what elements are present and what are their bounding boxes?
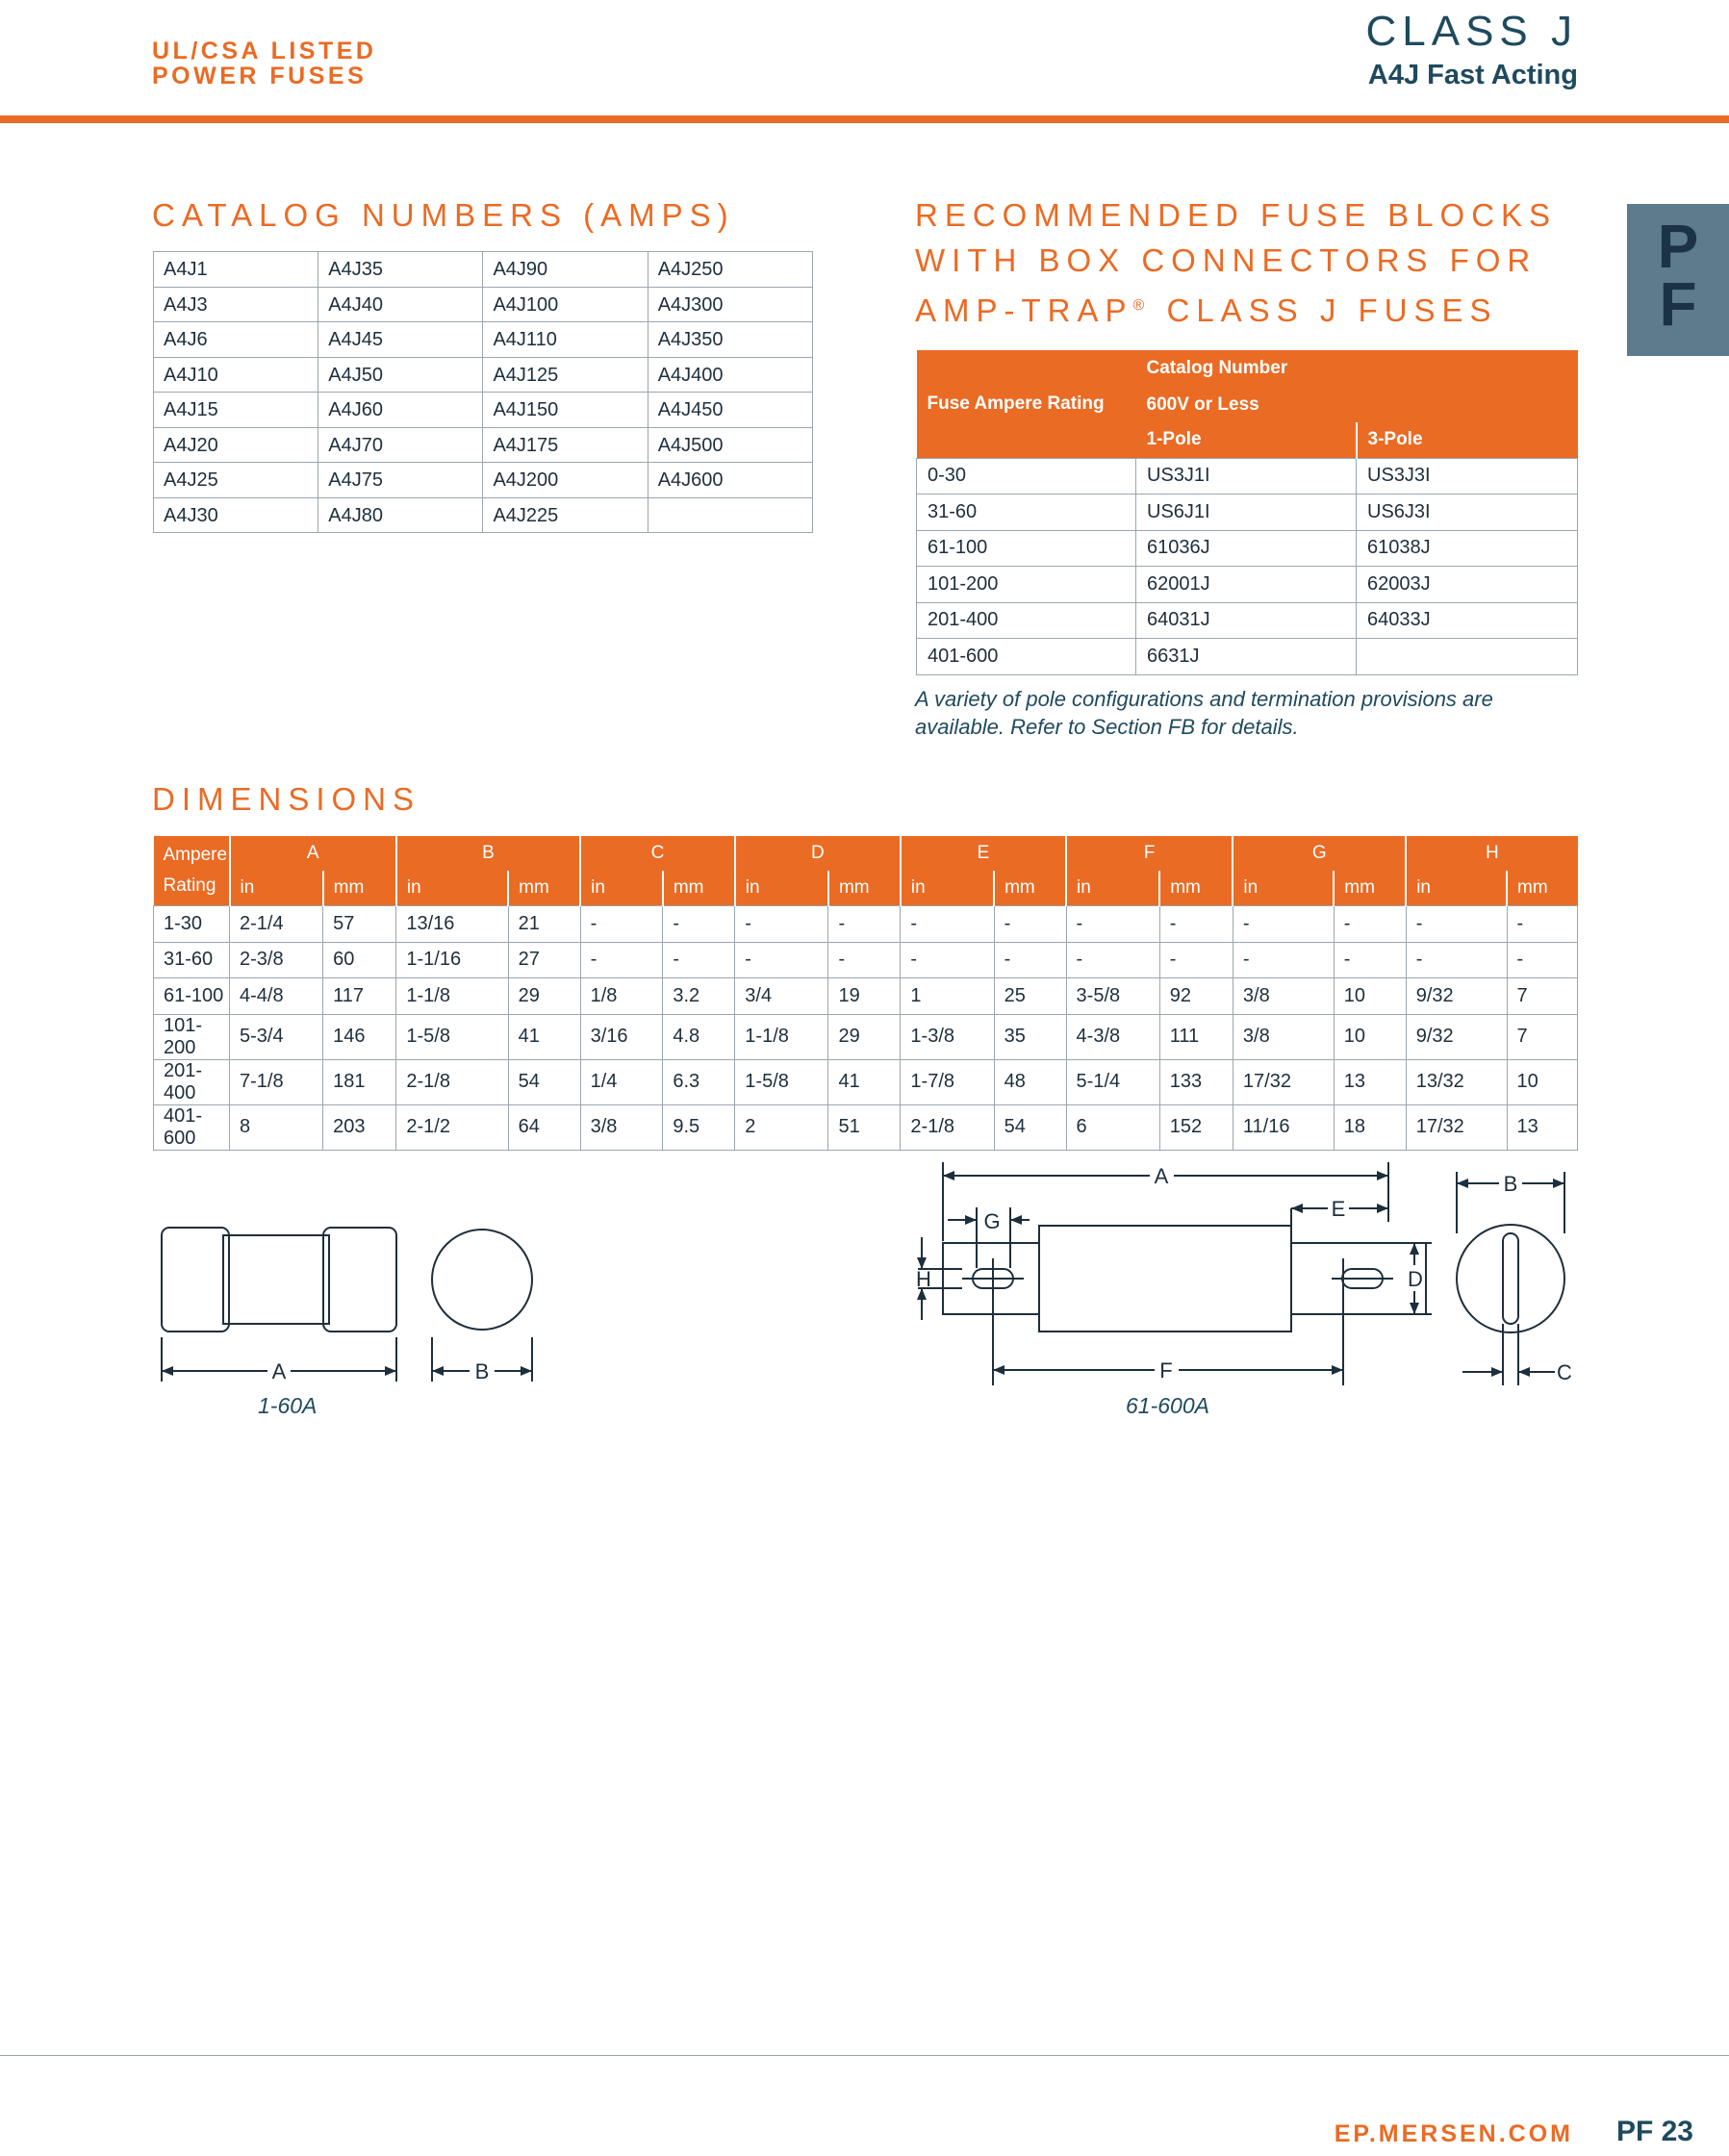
dimensions-head-rating-line2: Rating <box>163 875 216 896</box>
dimensions-cell: - <box>901 942 994 978</box>
fuse-blocks-cell: 64031J <box>1136 602 1357 639</box>
arrow-b-left <box>432 1366 444 1376</box>
fuse-blocks-cell: 61036J <box>1136 530 1357 567</box>
fuse-body <box>1039 1226 1291 1332</box>
fuse-blocks-title-line2: WITH BOX CONNECTORS FOR <box>915 242 1538 278</box>
dimensions-cell: 152 <box>1159 1104 1233 1150</box>
dimensions-cell: 25 <box>994 978 1066 1015</box>
arrow-e-right <box>1377 1204 1388 1213</box>
dimensions-head-unit-in: in <box>230 871 323 906</box>
dimensions-cell: 5-3/4 <box>230 1014 323 1059</box>
section-tab-letter-2: F <box>1659 269 1697 339</box>
dimensions-cell: 1-3/8 <box>901 1014 994 1059</box>
fuse-blocks-row <box>917 530 1578 567</box>
dimensions-cell: 203 <box>323 1104 396 1150</box>
catalog-cell: A4J10 <box>154 357 318 393</box>
arrow-c-right <box>1518 1367 1530 1377</box>
fuse-blocks-head-3pole: 3-Pole <box>1357 422 1578 458</box>
dimensions-head-unit-in: in <box>396 871 508 906</box>
dimensions-head-unit-mm: mm <box>994 871 1066 906</box>
catalog-row <box>154 357 813 393</box>
dimensions-cell: 13/32 <box>1406 1059 1507 1104</box>
dimensions-cell: 48 <box>994 1059 1066 1104</box>
catalog-cell: A4J110 <box>483 322 648 358</box>
fuse-blocks-title <box>915 192 1557 333</box>
dimensions-head-unit-mm: mm <box>1507 871 1577 906</box>
dimensions-cell: 133 <box>1159 1059 1233 1104</box>
diagram-61-600a <box>904 1154 1578 1395</box>
fuse-blocks-cell: 6631J <box>1136 639 1357 675</box>
dimensions-cell: - <box>580 942 663 978</box>
label-b: B <box>1503 1172 1518 1196</box>
catalog-row <box>154 463 813 498</box>
dimensions-cell: 2-1/2 <box>396 1104 508 1150</box>
dimensions-cell: 3/4 <box>735 978 828 1015</box>
dimensions-cell: - <box>1406 942 1507 978</box>
fuse-blocks-row <box>917 602 1578 639</box>
dimensions-cell: 1-1/8 <box>396 978 508 1015</box>
dimensions-cell: 2-1/4 <box>230 906 323 943</box>
dimensions-cell: 201-400 <box>154 1059 230 1104</box>
dimensions-cell: 4.8 <box>663 1014 735 1059</box>
dimensions-cell: 92 <box>1159 978 1233 1015</box>
arrow-b-right <box>521 1366 532 1376</box>
dimensions-cell: 17/32 <box>1406 1104 1507 1150</box>
header-category-line1: UL/CSA LISTED <box>152 38 377 64</box>
catalog-cell: A4J80 <box>318 497 483 533</box>
dimensions-cell: 401-600 <box>154 1104 230 1150</box>
dimensions-head-unit-in: in <box>1406 871 1507 906</box>
catalog-cell: A4J1 <box>154 252 318 288</box>
header-category-line2: POWER FUSES <box>152 63 368 89</box>
dimensions-cell: 64 <box>508 1104 580 1150</box>
dimensions-cell: - <box>1334 906 1406 943</box>
dimensions-cell: - <box>663 942 735 978</box>
fuse-cap-left <box>162 1228 229 1332</box>
dimensions-cell: - <box>1406 906 1507 943</box>
label-e: E <box>1331 1197 1346 1221</box>
catalog-table <box>153 251 813 533</box>
dimensions-cell: 9/32 <box>1406 1014 1507 1059</box>
dimensions-cell: - <box>1233 942 1334 978</box>
label-f: F <box>1159 1358 1173 1382</box>
arrow-c-left <box>1491 1367 1503 1377</box>
header-class-title: CLASS J <box>1365 8 1578 55</box>
dimensions-cell: 41 <box>508 1014 580 1059</box>
dimensions-cell: 5-1/4 <box>1066 1059 1159 1104</box>
catalog-cell: A4J250 <box>648 252 812 288</box>
catalog-row <box>154 287 813 322</box>
dimensions-cell: 146 <box>323 1014 396 1059</box>
catalog-row <box>154 427 813 463</box>
catalog-cell: A4J30 <box>154 497 318 533</box>
dimensions-head-unit-mm: mm <box>323 871 396 906</box>
arrow-a-left <box>162 1366 173 1376</box>
dimensions-cell: - <box>580 906 663 943</box>
fuse-blocks-row <box>917 495 1578 531</box>
catalog-cell: A4J70 <box>318 427 483 463</box>
dimensions-cell: 1-7/8 <box>901 1059 994 1104</box>
dimensions-cell: 1-5/8 <box>396 1014 508 1059</box>
dimensions-cell: 3/8 <box>1233 978 1334 1015</box>
fuse-blocks-head-rating: Fuse Ampere Rating <box>917 350 1136 458</box>
fuse-blocks-row <box>917 567 1578 603</box>
dimensions-cell: 21 <box>508 906 580 943</box>
label-h: H <box>916 1267 931 1291</box>
dimensions-cell: 8 <box>230 1104 323 1150</box>
label-d: D <box>1408 1267 1423 1291</box>
dimensions-cell: 10 <box>1507 1059 1577 1104</box>
dimensions-cell: 29 <box>508 978 580 1015</box>
dimensions-cell: 11/16 <box>1233 1104 1334 1150</box>
arrow-d-top <box>1410 1243 1419 1255</box>
dimensions-cell: 7 <box>1507 978 1577 1015</box>
label-c: C <box>1557 1360 1572 1384</box>
dimensions-cell: 2 <box>735 1104 828 1150</box>
dimensions-cell: 29 <box>828 1014 901 1059</box>
dimensions-head-unit-mm: mm <box>508 871 580 906</box>
fuse-blocks-cell: 62003J <box>1357 567 1578 603</box>
fuse-blocks-head-voltage: 600V or Less <box>1136 387 1578 422</box>
fuse-blocks-title-line3 <box>915 283 1557 333</box>
dimensions-cell: 1-1/16 <box>396 942 508 978</box>
section-tab <box>1627 204 1729 356</box>
header-category <box>152 38 376 89</box>
fuse-blocks-cell: US6J1I <box>1136 495 1357 531</box>
fuse-blocks-cell: 0-30 <box>917 458 1136 495</box>
dimensions-cell: 2-1/8 <box>396 1059 508 1104</box>
catalog-cell: A4J350 <box>648 322 812 358</box>
dimensions-cell: 1-1/8 <box>735 1014 828 1059</box>
dimensions-cell: 3-5/8 <box>1066 978 1159 1015</box>
fuse-end-view <box>432 1230 532 1330</box>
dimensions-cell: 41 <box>828 1059 901 1104</box>
dimensions-cell: 10 <box>1334 1014 1406 1059</box>
catalog-cell: A4J20 <box>154 427 318 463</box>
dimensions-cell: 111 <box>1159 1014 1233 1059</box>
label-a: A <box>271 1359 287 1383</box>
dimensions-head-group: D <box>735 836 901 871</box>
caption-61-600a: 61-600A <box>1126 1393 1209 1418</box>
dimensions-head-unit-mm: mm <box>1334 871 1406 906</box>
dimensions-cell: - <box>1159 906 1233 943</box>
dimensions-cell: 1 <box>901 978 994 1015</box>
arrow-e-left <box>1291 1204 1303 1213</box>
fuse-cap-right <box>323 1228 396 1332</box>
dimensions-row <box>154 942 1578 978</box>
fuse-blocks-cell: 64033J <box>1357 602 1578 639</box>
dimensions-cell: - <box>901 906 994 943</box>
dimensions-cell: - <box>1334 942 1406 978</box>
dimensions-cell: 4-3/8 <box>1066 1014 1159 1059</box>
dimensions-cell: 2-1/8 <box>901 1104 994 1150</box>
arrow-f-right <box>1332 1365 1343 1375</box>
dimensions-cell: 54 <box>508 1059 580 1104</box>
dimensions-cell: 7 <box>1507 1014 1577 1059</box>
catalog-cell: A4J3 <box>154 287 318 322</box>
fuse-blocks-title-suffix: CLASS J FUSES <box>1151 292 1498 328</box>
label-a: A <box>1154 1164 1169 1188</box>
fuse-blocks-cell: US6J3I <box>1357 495 1578 531</box>
fuse-blocks-cell: 201-400 <box>917 602 1136 639</box>
fuse-body <box>223 1235 329 1324</box>
dimensions-cell: 3/8 <box>1233 1014 1334 1059</box>
header-rule <box>0 115 1729 123</box>
dimensions-cell: 7-1/8 <box>230 1059 323 1104</box>
dimensions-head-group: G <box>1233 836 1406 871</box>
fuse-blocks-head-catalog: Catalog Number <box>1136 350 1578 387</box>
dimensions-cell: - <box>1233 906 1334 943</box>
dimensions-cell: 57 <box>323 906 396 943</box>
footer-website-link[interactable]: EP.MERSEN.COM <box>1334 2120 1573 2147</box>
catalog-cell: A4J60 <box>318 393 483 428</box>
catalog-row <box>154 393 813 428</box>
end-view-circle <box>1457 1225 1564 1332</box>
dimensions-cell: 9.5 <box>663 1104 735 1150</box>
catalog-cell: A4J6 <box>154 322 318 358</box>
dimensions-cell: - <box>1507 942 1577 978</box>
catalog-cell: A4J500 <box>648 427 812 463</box>
dimensions-cell: 61-100 <box>154 978 230 1015</box>
dimensions-row <box>154 978 1578 1015</box>
dimensions-head-group: F <box>1066 836 1233 871</box>
fuse-blocks-cell: 62001J <box>1136 567 1357 603</box>
dimensions-cell: 1-30 <box>154 906 230 943</box>
dimensions-head-unit-in: in <box>735 871 828 906</box>
dimensions-cell: 31-60 <box>154 942 230 978</box>
dimensions-head-group: A <box>230 836 396 871</box>
catalog-cell: A4J225 <box>483 497 648 533</box>
arrow-f-left <box>993 1365 1004 1375</box>
dimensions-cell: 10 <box>1334 978 1406 1015</box>
header-subtitle: A4J Fast Acting <box>1367 60 1578 90</box>
catalog-cell: A4J40 <box>318 287 483 322</box>
dimensions-cell: 35 <box>994 1014 1066 1059</box>
dimensions-title: DIMENSIONS <box>152 781 421 817</box>
arrow-a-right <box>1377 1171 1388 1180</box>
footer-page-number: PF 23 <box>1615 2116 1693 2147</box>
dimensions-cell: 51 <box>828 1104 901 1150</box>
catalog-cell: A4J100 <box>483 287 648 322</box>
fuse-blocks-cell <box>1357 639 1578 675</box>
dimensions-cell: - <box>828 942 901 978</box>
dimensions-head-group: E <box>901 836 1066 871</box>
dimensions-head-unit-mm: mm <box>1159 871 1233 906</box>
fuse-blocks-head-1pole: 1-Pole <box>1136 422 1357 458</box>
dimensions-head-group: H <box>1406 836 1577 871</box>
catalog-cell: A4J35 <box>318 252 483 288</box>
fuse-blocks-cell: US3J3I <box>1357 458 1578 495</box>
catalog-cell: A4J600 <box>648 463 812 498</box>
dimensions-cell: 13/16 <box>396 906 508 943</box>
dimensions-cell: 3/16 <box>580 1014 663 1059</box>
dimensions-row <box>154 906 1578 943</box>
catalog-cell: A4J25 <box>154 463 318 498</box>
dimensions-head-unit-in: in <box>901 871 994 906</box>
catalog-cell: A4J125 <box>483 357 648 393</box>
end-view-blade <box>1503 1233 1518 1324</box>
dimensions-cell: 1/4 <box>580 1059 663 1104</box>
dimensions-cell: 60 <box>323 942 396 978</box>
dimensions-cell: 3/8 <box>580 1104 663 1150</box>
dimensions-cell: 19 <box>828 978 901 1015</box>
section-tab-letter-1: P <box>1657 212 1699 281</box>
dimensions-head-group: C <box>580 836 735 871</box>
dimensions-cell: 117 <box>323 978 396 1015</box>
label-g: G <box>983 1209 1001 1233</box>
catalog-cell: A4J150 <box>483 393 648 428</box>
dimensions-head-rating-line1: Ampere <box>163 845 228 865</box>
catalog-row <box>154 252 813 288</box>
label-b: B <box>474 1359 490 1383</box>
fuse-blocks-cell: 101-200 <box>917 567 1136 603</box>
fuse-blocks-cell: 31-60 <box>917 495 1136 531</box>
diagram-1-60a <box>144 1203 548 1395</box>
dimensions-cell: 1/8 <box>580 978 663 1015</box>
dimensions-cell: - <box>828 906 901 943</box>
fuse-blocks-cell: 401-600 <box>917 639 1136 675</box>
fuse-blocks-row <box>917 458 1578 495</box>
catalog-title: CATALOG NUMBERS (AMPS) <box>152 197 735 233</box>
dimensions-cell: 9/32 <box>1406 978 1507 1015</box>
dimensions-cell: 54 <box>994 1104 1066 1150</box>
catalog-row <box>154 322 813 358</box>
dimensions-head-rating <box>154 836 230 906</box>
dimensions-cell: - <box>994 942 1066 978</box>
fuse-blocks-cell: US3J1I <box>1136 458 1357 495</box>
catalog-cell: A4J450 <box>648 393 812 428</box>
dimensions-cell: - <box>1159 942 1233 978</box>
dimensions-cell: - <box>735 906 828 943</box>
dimensions-cell: 3.2 <box>663 978 735 1015</box>
dimensions-cell: - <box>1066 942 1159 978</box>
dimensions-cell: 2-3/8 <box>230 942 323 978</box>
catalog-cell <box>648 497 812 533</box>
dimensions-row <box>154 1059 1578 1104</box>
dimensions-table <box>153 836 1578 1151</box>
dimensions-head-group: B <box>396 836 580 871</box>
catalog-cell: A4J90 <box>483 252 648 288</box>
dimensions-cell: 13 <box>1507 1104 1577 1150</box>
dimensions-cell: 13 <box>1334 1059 1406 1104</box>
footer-rule <box>0 2055 1729 2056</box>
dimensions-head-unit-mm: mm <box>828 871 901 906</box>
arrow-g-right <box>1010 1215 1022 1225</box>
catalog-cell: A4J175 <box>483 427 648 463</box>
catalog-cell: A4J50 <box>318 357 483 393</box>
catalog-cell: A4J200 <box>483 463 648 498</box>
fuse-blocks-note: A variety of pole configurations and termination provisions are available. Refer to Section FB for details. <box>915 687 1493 739</box>
dimensions-cell: 6.3 <box>663 1059 735 1104</box>
arrow-a-right <box>385 1366 396 1376</box>
dimensions-cell: 27 <box>508 942 580 978</box>
dimensions-cell: - <box>994 906 1066 943</box>
dimensions-head-unit-in: in <box>1233 871 1334 906</box>
dimensions-head-unit-in: in <box>580 871 663 906</box>
dimensions-cell: 1-5/8 <box>735 1059 828 1104</box>
dimensions-head-unit-mm: mm <box>663 871 735 906</box>
dimensions-row <box>154 1014 1578 1059</box>
dimensions-cell: 18 <box>1334 1104 1406 1150</box>
dimensions-cell: 17/32 <box>1233 1059 1334 1104</box>
fuse-blocks-cell: 61-100 <box>917 530 1136 567</box>
dimensions-head-unit-in: in <box>1066 871 1159 906</box>
dimensions-cell: 101-200 <box>154 1014 230 1059</box>
dimensions-cell: 181 <box>323 1059 396 1104</box>
dimensions-cell: - <box>1066 906 1159 943</box>
dimensions-cell: 6 <box>1066 1104 1159 1150</box>
catalog-cell: A4J75 <box>318 463 483 498</box>
dimensions-cell: - <box>663 906 735 943</box>
catalog-cell: A4J400 <box>648 357 812 393</box>
caption-1-60a: 1-60A <box>258 1393 318 1418</box>
fuse-blocks-cell: 61038J <box>1357 530 1578 567</box>
fuse-blocks-title-line1: RECOMMENDED FUSE BLOCKS <box>915 197 1558 233</box>
catalog-cell: A4J15 <box>154 393 318 428</box>
arrow-a-left <box>943 1171 954 1180</box>
dimensions-cell: - <box>735 942 828 978</box>
catalog-row <box>154 497 813 533</box>
arrow-b-right <box>1553 1179 1564 1188</box>
registered-mark: ® <box>1132 297 1152 314</box>
fuse-blocks-title-brand: AMP-TRAP <box>915 292 1133 328</box>
arrow-b-left <box>1457 1179 1468 1188</box>
arrow-d-bottom <box>1410 1303 1419 1314</box>
arrow-g-left <box>965 1215 977 1225</box>
catalog-cell: A4J45 <box>318 322 483 358</box>
fuse-blocks-table <box>916 350 1578 675</box>
dimensions-cell: 4-4/8 <box>230 978 323 1015</box>
dimensions-cell: - <box>1507 906 1577 943</box>
catalog-cell: A4J300 <box>648 287 812 322</box>
dimensions-row <box>154 1104 1578 1150</box>
fuse-blocks-row <box>917 639 1578 675</box>
